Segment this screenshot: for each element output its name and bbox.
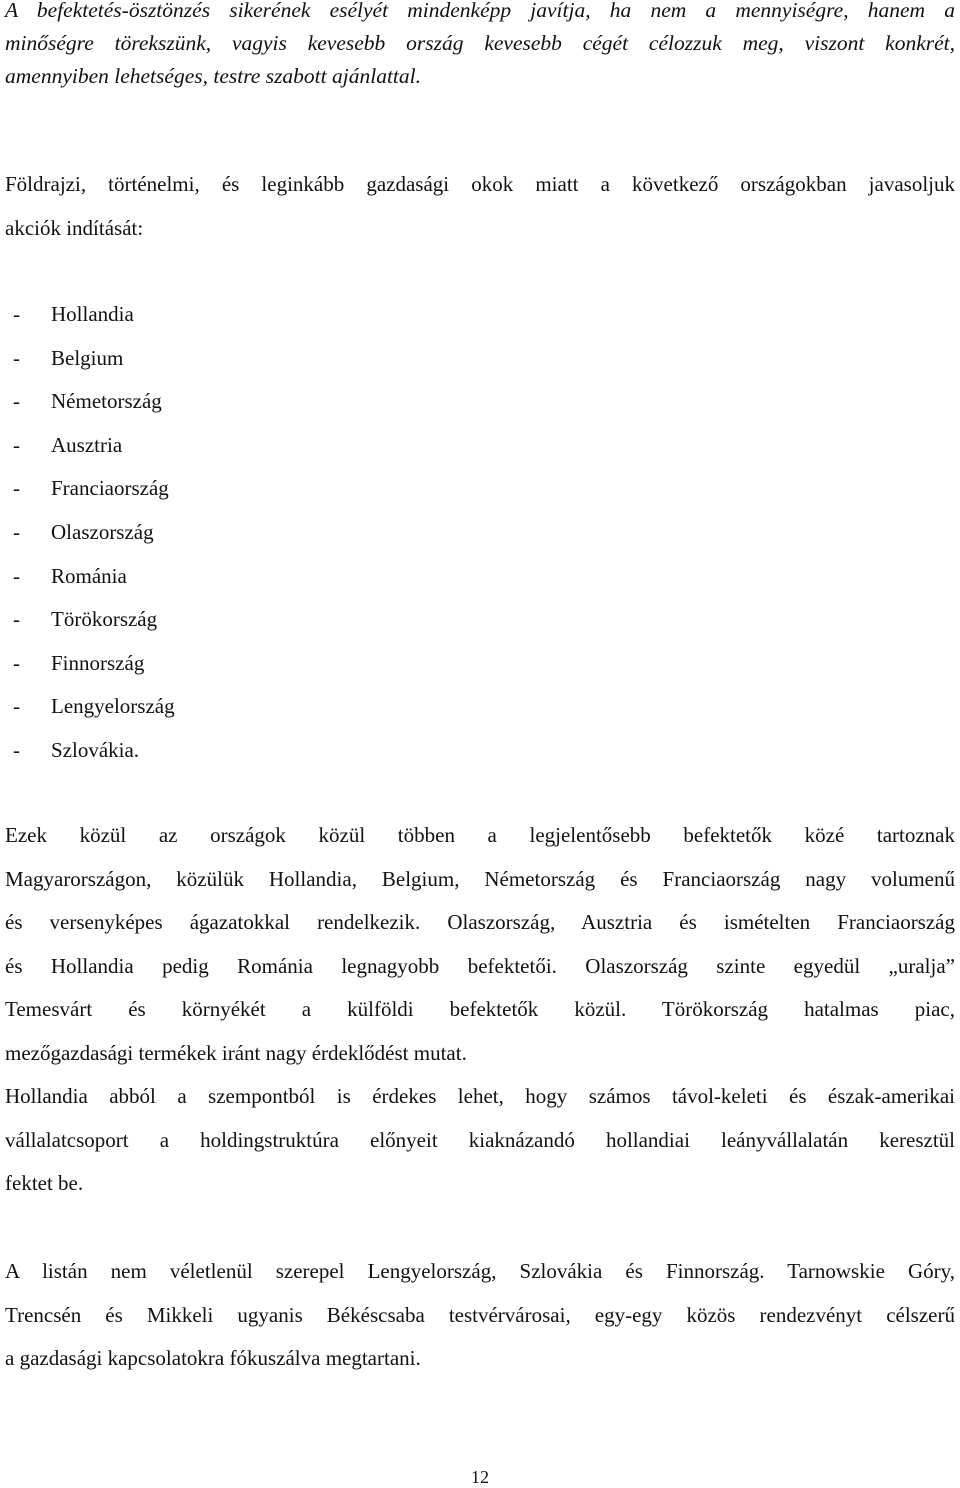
list-dash: - xyxy=(13,694,20,719)
list-item xyxy=(5,729,175,773)
list-item xyxy=(5,337,175,381)
twin-cities-paragraph xyxy=(5,1250,955,1381)
list-item-text: Törökország xyxy=(51,607,158,632)
list-dash: - xyxy=(13,345,20,370)
list-item-text: Franciaország xyxy=(51,476,169,501)
list-dash: - xyxy=(13,432,20,457)
list-item-text: Románia xyxy=(51,563,127,588)
list-dash: - xyxy=(13,650,20,675)
investors-line-5: Temesvárt és környékét a külföldi befektetők közül. Törökország hatalmas piac, xyxy=(5,997,955,1021)
investors-line-1: Ezek közül az országok közül többen a legjelentősebb befektetők közé tartoznak xyxy=(5,823,955,847)
intro-line-1 xyxy=(5,0,955,27)
intro-line-1-text: A befektetés-ösztönzés sikerének esélyét mindenképp javítja, ha xyxy=(5,0,651,22)
twin-cities-line-2: Trencsén és Mikkeli ugyanis Békéscsaba testvérvárosai, egy-egy közös rendezvényt célszerű xyxy=(5,1302,955,1327)
investors-line-9: fektet be. xyxy=(5,1171,84,1195)
countries-intro-line-1: Földrajzi, történelmi, és leginkább gazdasági okok miatt a következő országokban javasoljuk xyxy=(5,172,955,196)
list-dash: - xyxy=(13,476,20,501)
list-dash: - xyxy=(13,563,20,588)
list-item xyxy=(5,293,175,337)
twin-cities-line-1: A listán nem véletlenül szerepel Lengyelország, Szlovákia és Finnország. Tarnowskie Góry, xyxy=(5,1259,955,1283)
intro-paragraph xyxy=(5,0,955,93)
list-item xyxy=(5,467,175,511)
list-dash: - xyxy=(13,519,20,544)
investors-line-7: Hollandia abból a szempontból is érdekes lehet, hogy számos távol-keleti és észak-amerikai xyxy=(5,1084,955,1108)
list-dash: - xyxy=(13,607,20,632)
list-item xyxy=(5,380,175,424)
list-item-text: Hollandia xyxy=(51,302,134,326)
list-item-text: Szlovákia. xyxy=(51,737,140,762)
countries-intro-line-2: akciók indítását: xyxy=(5,215,144,240)
intro-line-2: minőségre törekszünk, vagyis kevesebb ország kevesebb cégét célozzuk meg, viszont konkrét, xyxy=(5,31,955,55)
investors-line-3: és versenyképes ágazatokkal rendelkezik. Olaszország, Ausztria és ismételten Franciaország xyxy=(5,910,955,934)
list-item-text: Lengyelország xyxy=(51,694,175,719)
list-item xyxy=(5,424,175,468)
investors-line-2: Magyarországon, közülük Hollandia, Belgium, Németország és Franciaország nagy volumenű xyxy=(5,866,955,891)
list-dash: - xyxy=(13,737,20,762)
list-item xyxy=(5,511,175,555)
intro-line-1-emphasis: nem a mennyiségre, hanem a xyxy=(650,0,955,22)
investors-paragraph xyxy=(5,814,955,1206)
list-item-text: Olaszország xyxy=(51,519,154,544)
list-item-text: Finnország xyxy=(51,650,145,675)
list-dash: - xyxy=(13,302,20,326)
page-number: 12 xyxy=(471,1467,489,1487)
list-item xyxy=(5,685,175,729)
list-item xyxy=(5,598,175,642)
list-item xyxy=(5,642,175,686)
twin-cities-line-3: a gazdasági kapcsolatokra fókuszálva megtartani. xyxy=(5,1346,421,1370)
investors-line-4: és Hollandia pedig Románia legnagyobb befektetői. Olaszország szinte egyedül „uralja” xyxy=(5,953,955,978)
list-dash: - xyxy=(13,389,20,414)
investors-line-6: mezőgazdasági termékek iránt nagy érdeklődést mutat. xyxy=(5,1040,467,1065)
list-item-text: Németország xyxy=(51,389,162,414)
intro-line-3: amennyiben lehetséges, testre szabott ajánlattal. xyxy=(5,64,421,88)
list-item-text: Belgium xyxy=(51,345,124,370)
list-item xyxy=(5,555,175,599)
list-item-text: Ausztria xyxy=(51,432,123,457)
investors-line-8: vállalatcsoport a holdingstruktúra előnyeit kiaknázandó hollandiai leányvállalatán keresztül xyxy=(5,1127,955,1152)
country-list xyxy=(5,293,175,773)
countries-intro-paragraph xyxy=(5,163,955,250)
